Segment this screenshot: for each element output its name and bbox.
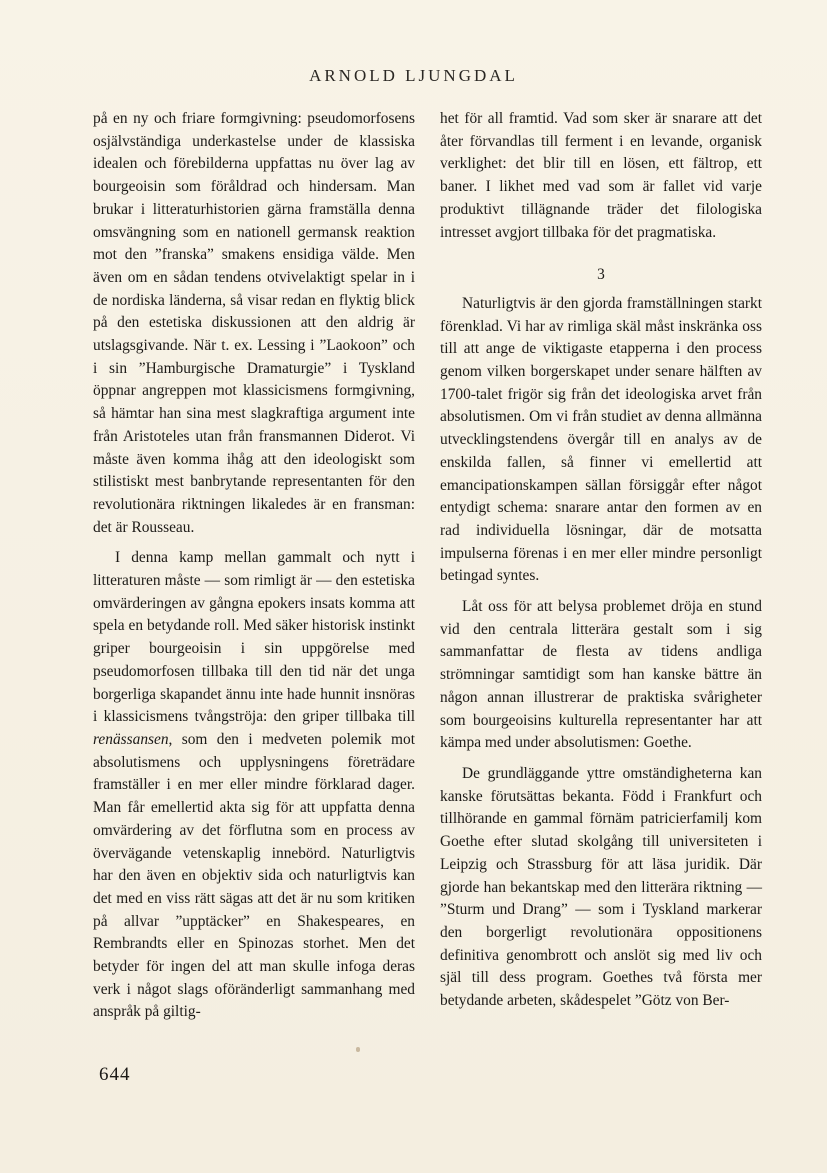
running-head: ARNOLD LJUNGDAL xyxy=(309,66,518,85)
left-paragraph-2-text-a: I denna kamp mellan gammalt och nytt i litteraturen måste — som rimligt är — den estetiska omvärderingen av gångna epokers insats komma att spela en betydande roll. Med säker historisk instinkt griper bourgeoisin i sin uppgörelse med pseudomorfosen tillbaka till den tid när det unga borgerliga skapandet ännu inte hade hunnit insnöras i klassicismens tvångströja: den griper tillbaka till xyxy=(93,549,415,726)
paper-mark xyxy=(356,1047,360,1052)
right-paragraph-2: Låt oss för att belysa problemet dröja en stund vid den centrala litterära gestalt som i sig sammanfattar de flesta av tidens andliga strömningar samtidigt som han kanske bättre än någon annan illustrerar de praktiska svårigheter som bourgeoisins kulturella representanter har att kämpa med under absolutismen: Goethe. xyxy=(440,598,762,752)
right-column xyxy=(440,108,762,1013)
right-paragraph-3: De grundläggande yttre omständigheterna kan kanske förutsättas bekanta. Född i Frankfurt och tillhörande en gammal förnäm patricierfamilj kom Goethe efter slutad skolgång till universiteten i Leipzig och Strassburg för att läsa juridik. Där gjorde han bekantskap med den litterära riktning — ”Sturm und Drang” — som i Tyskland markerar den borgerligt revolutionära oppositionens definitiva genombrott och anslöt sig med liv och själ till dess program. Goethes två första mer betydande arbeten, skådespelet ”Götz von Ber- xyxy=(440,764,762,1010)
page-number: 644 xyxy=(99,1064,131,1085)
right-paragraph-1: Naturligtvis är den gjorda framställningen starkt förenklad. Vi har av rimliga skäl måst inskränka oss till att ange de viktigaste etapperna i den process genom vilken borgerskapet under senare hälften av 1700-talet frigör sig från det ideologiska arvet från absolutismen. Om vi från studiet av denna allmänna utvecklingstendens övergår till en analys av de enskilda fallen, så finner vi emellertid att emancipationskampen sällan försiggår efter något entydigt schema: snarare antar den formen av en rad individuella lösningar, där de motsatta impulserna förenas i en mer eller mindre personligt betingad syntes. xyxy=(440,294,762,585)
section-number: 3 xyxy=(597,266,605,284)
left-paragraph-2-italic: renässansen xyxy=(93,730,169,748)
right-carry-over-paragraph: het för all framtid. Vad som sker är snarare att det åter förvandlas till ferment i en levande, organisk verklighet: det blir till en lösen, ett fältrop, ett baner. I likhet med vad som är fallet vid varje produktivt tillägnande träder det filologiska intresset avgjort tillbaka för det pragmatiska. xyxy=(440,110,762,241)
left-paragraph-2 xyxy=(93,547,415,1024)
left-paragraph-1: på en ny och friare formgivning: pseudomorfosens osjälvständiga underkastelse under de klassiska idealen och förebilderna uppfattas nu över lag av bourgeoisin som föråldrad och hindersam. Man brukar i litteraturhistorien gärna framställa denna omsvängning som en nationell germansk reaktion mot den ”franska” smakens ensidiga välde. Men även om en sådan tendens otvivelaktigt spelar in i de nordiska länderna, så visar redan en flyktig blick på den estetiska diskussionen att den aldrig är utslagsgivande. När t. ex. Lessing i ”Laokoon” och i sin ”Hamburgische Dramaturgie” i Tyskland öppnar angreppen mot klassicismens formgivning, så hämtar han sina mest slagkraftiga argument inte från Aristoteles utan från fransmannen Diderot. Vi måste även komma ihåg att den ideologiskt som stilistiskt mest banbrytande representanten för den revolutionära riktningen likaledes är en fransman: det är Rousseau. xyxy=(93,110,415,536)
left-paragraph-2-text-b: , som den i medveten polemik mot absolutismens och upplysningens företrädare framställer i en mer eller mindre förklarad dager. Man får emellertid akta sig för att uppfatta denna omvärdering av det förflutna som en process av övervägande vetenskaplig innebörd. Naturligtvis har den även en objektiv sida och naturligtvis kan det med en viss rätt sägas att det är nu som kritiken på allvar ”upptäcker” en Shakespeares, en Rembrandts eller en Spinozas storhet. Men det betyder för ingen del att man skulle infoga deras verk i något slags oföränderligt sammanhang med anspråk på giltig- xyxy=(93,730,415,1021)
left-column xyxy=(93,108,415,1024)
